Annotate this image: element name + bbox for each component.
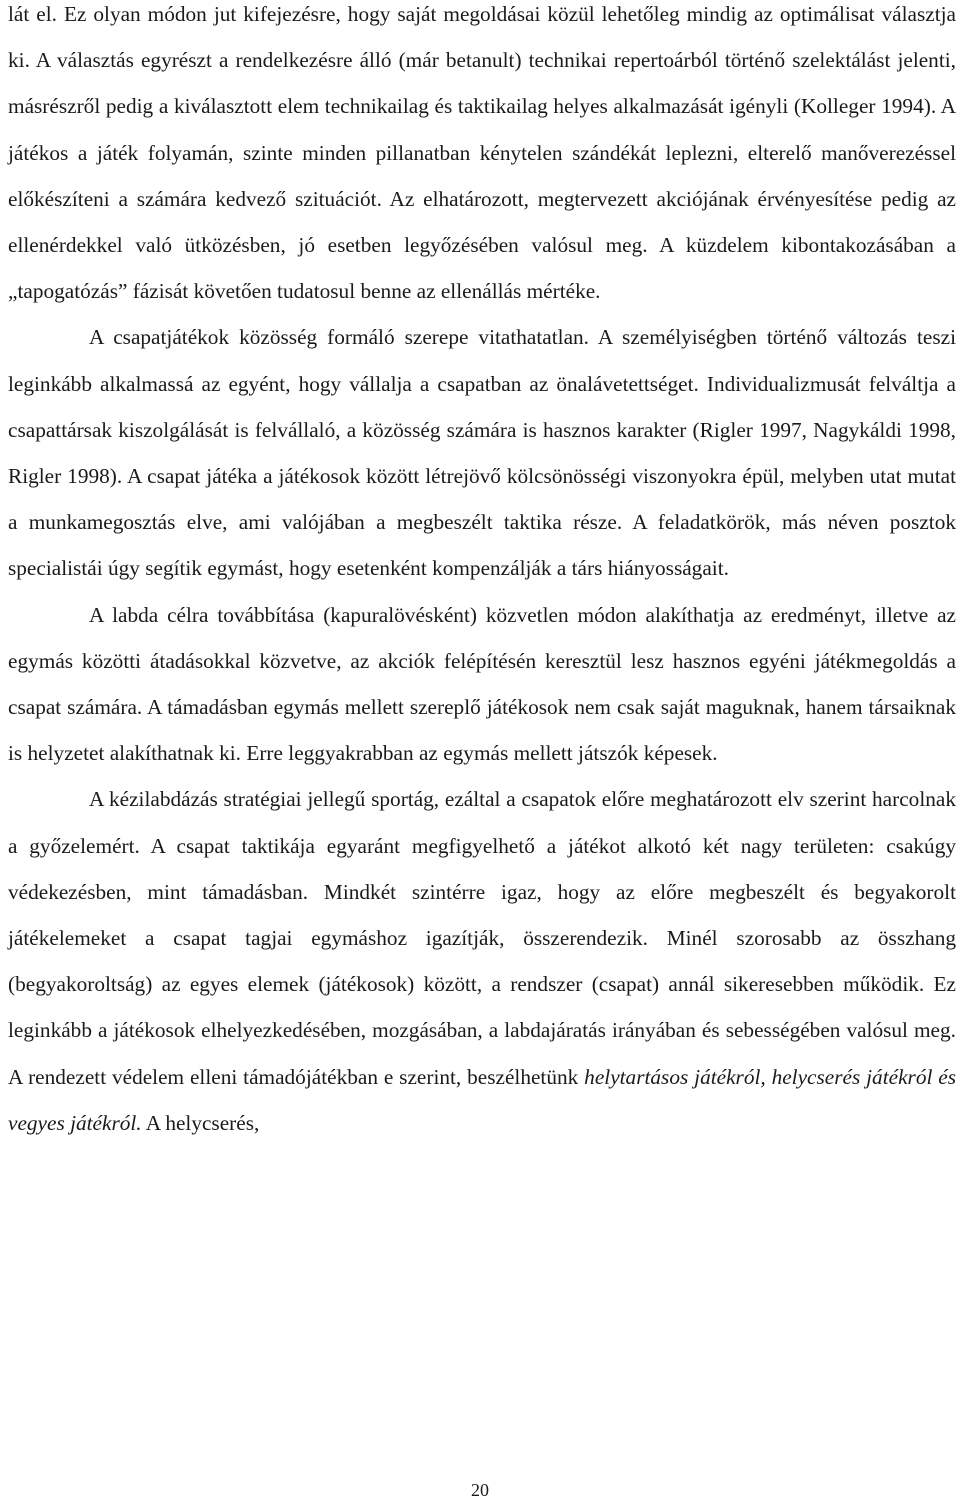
paragraph-3 xyxy=(8,592,956,777)
paragraph-2 xyxy=(8,314,956,591)
paragraph-2-text: A csapatjátékok közösség formáló szerepe vitathatatlan. A személyiségben történő változás teszi leginkább alkalmassá az egyént, hogy vállalja a csapatban az önalávetettséget. Individualizmusát felváltja a csapattársak kiszolgálását is felvállaló, a közösség számára is hasznos karakter (Rigler 1997, Nagykáldi 1998, Rigler 1998). A csapat játéka a játékosok között létrejövő kölcsönösségi viszonyokra épül, melyben utat mutat a munkamegosztás elve, ami valójában a megbeszélt taktika része. A feladatkörök, más néven posztok specialistái úgy segítik egymást, hogy esetenként kompenzálják a társ hiányosságait. xyxy=(8,325,956,581)
paragraph-4-italic-terms: helytartásos játékról, helycserés játékról és vegyes játékról. xyxy=(8,1064,956,1135)
paragraph-3-text: A labda célra továbbítása (kapuralövésként) közvetlen módon alakíthatja az eredményt, illetve az egymás közötti átadásokkal közvetve, az akciók felépítésén keresztül lesz hasznos egyéni játékmegoldás a csapat számára. A támadásban egymás mellett szereplő játékosok nem csak saját maguknak, hanem társaiknak is helyzetet alakíthatnak ki. Erre leggyakrabban az egymás mellett játszók képesek. xyxy=(8,602,956,766)
paragraph-1-text: lát el. Ez olyan módon jut kifejezésre, hogy saját megoldásai közül lehetőleg mindig az optimálisat választja ki. A választás egyrészt a rendelkezésre álló (már betanult) technikai repertoárból történő szelektálást jelenti, másrészről pedig a kiválasztott elem technikailag és taktikailag helyes alkalmazását igényli (Kolleger 1994). A játékos a játék folyamán, szinte minden pillanatban kénytelen szándékát leplezni, elterelő manőverezéssel előkészíteni a számára kedvező szituációt. Az elhatározott, megtervezett akciójának érvényesítése pedig az ellenérdekkel való ütközésben, jó esetben legyőzésében valósul meg. A küzdelem kibontakozásában a „tapogatózás” fázisát követően tudatosul benne az ellenállás mértéke. xyxy=(8,2,956,304)
page-number: 20 xyxy=(471,1480,489,1500)
paragraph-4 xyxy=(8,776,956,1146)
paragraph-4-text-end: A helycserés, xyxy=(141,1110,260,1135)
paragraph-1 xyxy=(8,0,956,314)
document-page xyxy=(8,0,956,1146)
paragraph-4-text-start: A kézilabdázás stratégiai jellegű sportág, ezáltal a csapatok előre meghatározott elv szerint harcolnak a győzelemért. A csapat taktikája egyaránt megfigyelhető a játékot alkotó két nagy területen: csakúgy védekezésben, mint támadásban. Mindkét szintérre igaz, hogy az előre megbeszélt és begyakorolt játékelemeket a csapat tagjai egymáshoz igazítják, összerendezik. Minél szorosabb az összhang (begyakoroltság) az egyes elemek (játékosok) között, a rendszer (csapat) annál sikeresebben működik. Ez leginkább a játékosok elhelyezkedésében, mozgásában, a labdajáratás irányában és sebességében valósul meg. A rendezett védelem elleni támadójátékban e szerint, beszélhetünk xyxy=(8,787,956,1089)
